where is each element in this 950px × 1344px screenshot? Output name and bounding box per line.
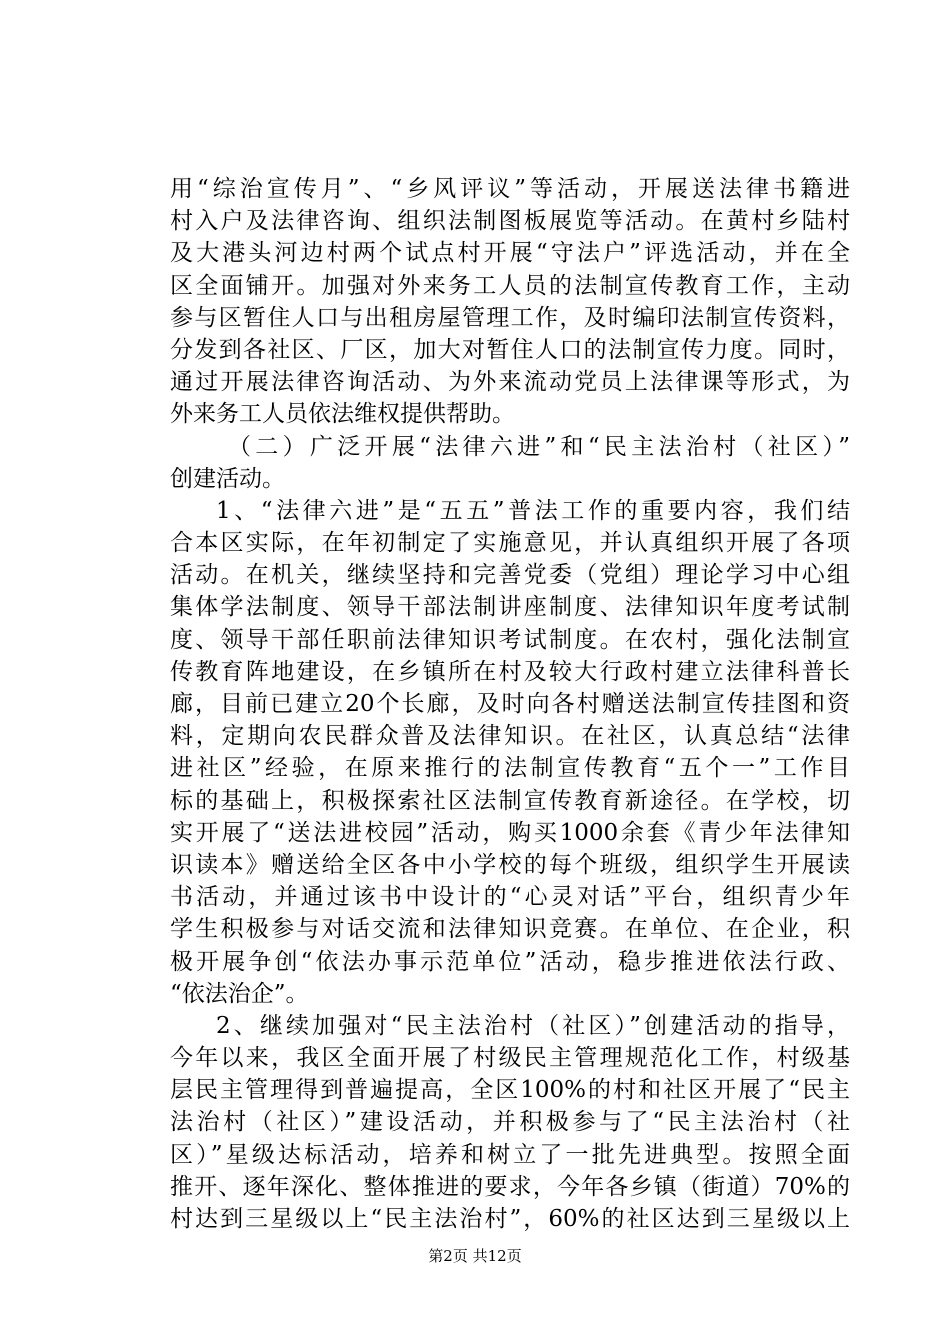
text-line: 集体学法制度、领导干部法制讲座制度、法律知识年度考试制 xyxy=(170,594,850,621)
text-line: 参与区暂住人口与出租房屋管理工作，及时编印法制宣传资料， xyxy=(170,304,850,331)
text-line: 分发到各社区、厂区，加大对暂住人口的法制宣传力度。同时， xyxy=(170,336,850,363)
text-line: 极开展争创“依法办事示范单位”活动，稳步推进依法行政、 xyxy=(170,948,850,975)
text-line: 区全面铺开。加强对外来务工人员的法制宣传教育工作，主动 xyxy=(170,272,850,299)
text-line: 料，定期向农民群众普及法律知识。在社区，认真总结“法律 xyxy=(170,723,850,750)
text-line: 用“综治宣传月”、“乡风评议”等活动，开展送法律书籍进 xyxy=(170,176,850,202)
text-line: （二）广泛开展“法律六进”和“民主法治村（社区）” xyxy=(228,433,850,460)
document-body xyxy=(170,173,850,1235)
text-line: 进社区”经验，在原来推行的法制宣传教育“五个一”工作目 xyxy=(170,755,850,782)
text-line: 书活动，并通过该书中设计的“心灵对话”平台，组织青少年 xyxy=(170,884,850,911)
text-line: 通过开展法律咨询活动、为外来流动党员上法律课等形式，为 xyxy=(170,369,850,396)
text-line: “依法治企”。 xyxy=(170,980,309,1007)
text-line: 推开、逐年深化、整体推进的要求，今年各乡镇（街道）70%的 xyxy=(170,1173,850,1200)
page-footer: 第2页 共12页 xyxy=(428,1247,522,1265)
text-line: 层民主管理得到普遍提高，全区100%的村和社区开展了“民主 xyxy=(170,1077,850,1104)
text-line: 活动。在机关，继续坚持和完善党委（党组）理论学习中心组 xyxy=(170,562,850,589)
text-line: 学生积极参与对话交流和法律知识竞赛。在单位、在企业，积 xyxy=(170,916,850,943)
text-line: 标的基础上，积极探索社区法制宣传教育新途径。在学校，切 xyxy=(170,787,850,814)
text-line: 2、继续加强对“民主法治村（社区）”创建活动的指导， xyxy=(216,1012,850,1039)
text-line: 村入户及法律咨询、组织法制图板展览等活动。在黄村乡陆村 xyxy=(170,208,850,235)
text-line: 实开展了“送法进校园”活动，购买1000余套《青少年法律知 xyxy=(170,819,850,846)
text-line: 村达到三星级以上“民主法治村”，60%的社区达到三星级以上 xyxy=(170,1206,850,1232)
text-line: 度、领导干部任职前法律知识考试制度。在农村，强化法制宣 xyxy=(170,626,850,653)
text-line: 区）”星级达标活动，培养和树立了一批先进典型。按照全面 xyxy=(170,1141,850,1168)
text-line: 合本区实际，在年初制定了实施意见，并认真组织开展了各项 xyxy=(170,530,850,557)
text-line: 传教育阵地建设，在乡镇所在村及较大行政村建立法律科普长 xyxy=(170,658,850,685)
text-line: 廊，目前已建立20个长廊，及时向各村赠送法制宣传挂图和资 xyxy=(170,691,850,717)
text-line: 外来务工人员依法维权提供帮助。 xyxy=(170,401,515,428)
text-line: 1、“法律六进”是“五五”普法工作的重要内容，我们结 xyxy=(216,497,850,524)
text-line: 法治村（社区）”建设活动，并积极参与了“民主法治村（社 xyxy=(170,1109,850,1136)
text-line: 今年以来，我区全面开展了村级民主管理规范化工作，村级基 xyxy=(170,1045,850,1072)
text-line: 识读本》赠送给全区各中小学校的每个班级，组织学生开展读 xyxy=(170,851,850,878)
text-line: 创建活动。 xyxy=(170,465,285,492)
text-line: 及大港头河边村两个试点村开展“守法户”评选活动，并在全 xyxy=(170,240,850,267)
